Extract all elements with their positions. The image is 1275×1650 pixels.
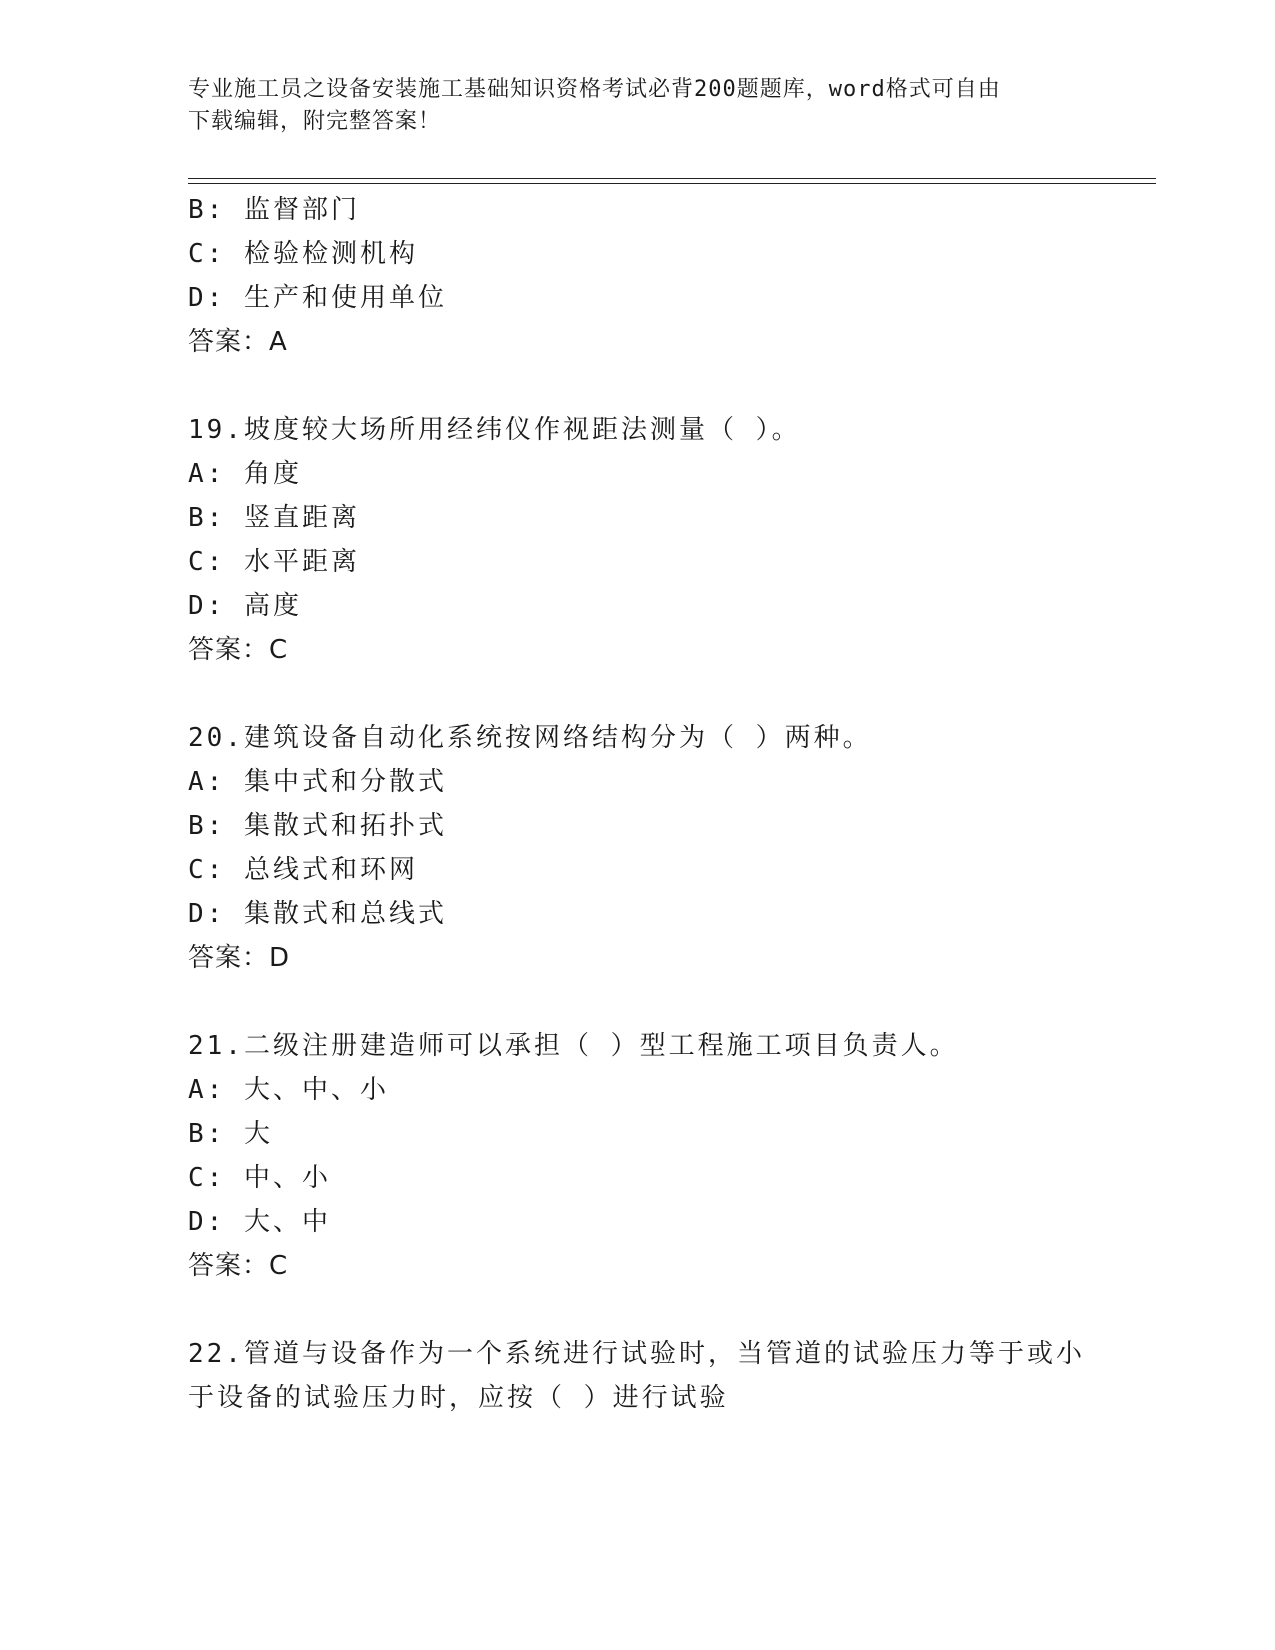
question-20-answer: 答案：D bbox=[188, 943, 291, 973]
question-19-option-c: C: 水平距离 bbox=[188, 547, 360, 577]
question-21-stem: 21.二级注册建造师可以承担（ ）型工程施工项目负责人。 bbox=[188, 1031, 959, 1061]
header-divider-top bbox=[188, 178, 1156, 179]
question-20-option-b: B: 集散式和拓扑式 bbox=[188, 811, 447, 841]
question-21-option-b: B: 大 bbox=[188, 1119, 273, 1149]
question-21-option-c: C: 中、小 bbox=[188, 1163, 331, 1193]
question-19-stem: 19.坡度较大场所用经纬仪作视距法测量（ ）。 bbox=[188, 415, 801, 445]
question-20-option-d: D: 集散式和总线式 bbox=[188, 899, 447, 929]
prev-answer: 答案：A bbox=[188, 327, 288, 357]
question-21-option-d: D: 大、中 bbox=[188, 1207, 331, 1237]
question-22-stem-line-2: 于设备的试验压力时，应按（ ）进行试验 bbox=[188, 1383, 729, 1413]
header-divider-bottom bbox=[188, 183, 1156, 184]
prev-option-b: B: 监督部门 bbox=[188, 195, 360, 225]
question-19-answer: 答案：C bbox=[188, 635, 289, 665]
question-21-answer: 答案：C bbox=[188, 1251, 289, 1281]
question-20-stem: 20.建筑设备自动化系统按网络结构分为（ ）两种。 bbox=[188, 723, 872, 753]
question-22-stem-line-1: 22.管道与设备作为一个系统进行试验时，当管道的试验压力等于或小 bbox=[188, 1339, 1085, 1369]
document-header bbox=[188, 74, 1088, 138]
prev-option-d: D: 生产和使用单位 bbox=[188, 283, 447, 313]
question-19-option-b: B: 竖直距离 bbox=[188, 503, 360, 533]
header-line-1: 专业施工员之设备安装施工基础知识资格考试必背200题题库，word格式可自由 bbox=[188, 77, 1001, 102]
question-20-option-a: A: 集中式和分散式 bbox=[188, 767, 447, 797]
question-19-option-d: D: 高度 bbox=[188, 591, 302, 621]
question-19-option-a: A: 角度 bbox=[188, 459, 302, 489]
question-20-option-c: C: 总线式和环网 bbox=[188, 855, 418, 885]
question-21-option-a: A: 大、中、小 bbox=[188, 1075, 389, 1105]
header-line-2: 下载编辑，附完整答案！ bbox=[188, 109, 442, 134]
prev-option-c: C: 检验检测机构 bbox=[188, 239, 418, 269]
